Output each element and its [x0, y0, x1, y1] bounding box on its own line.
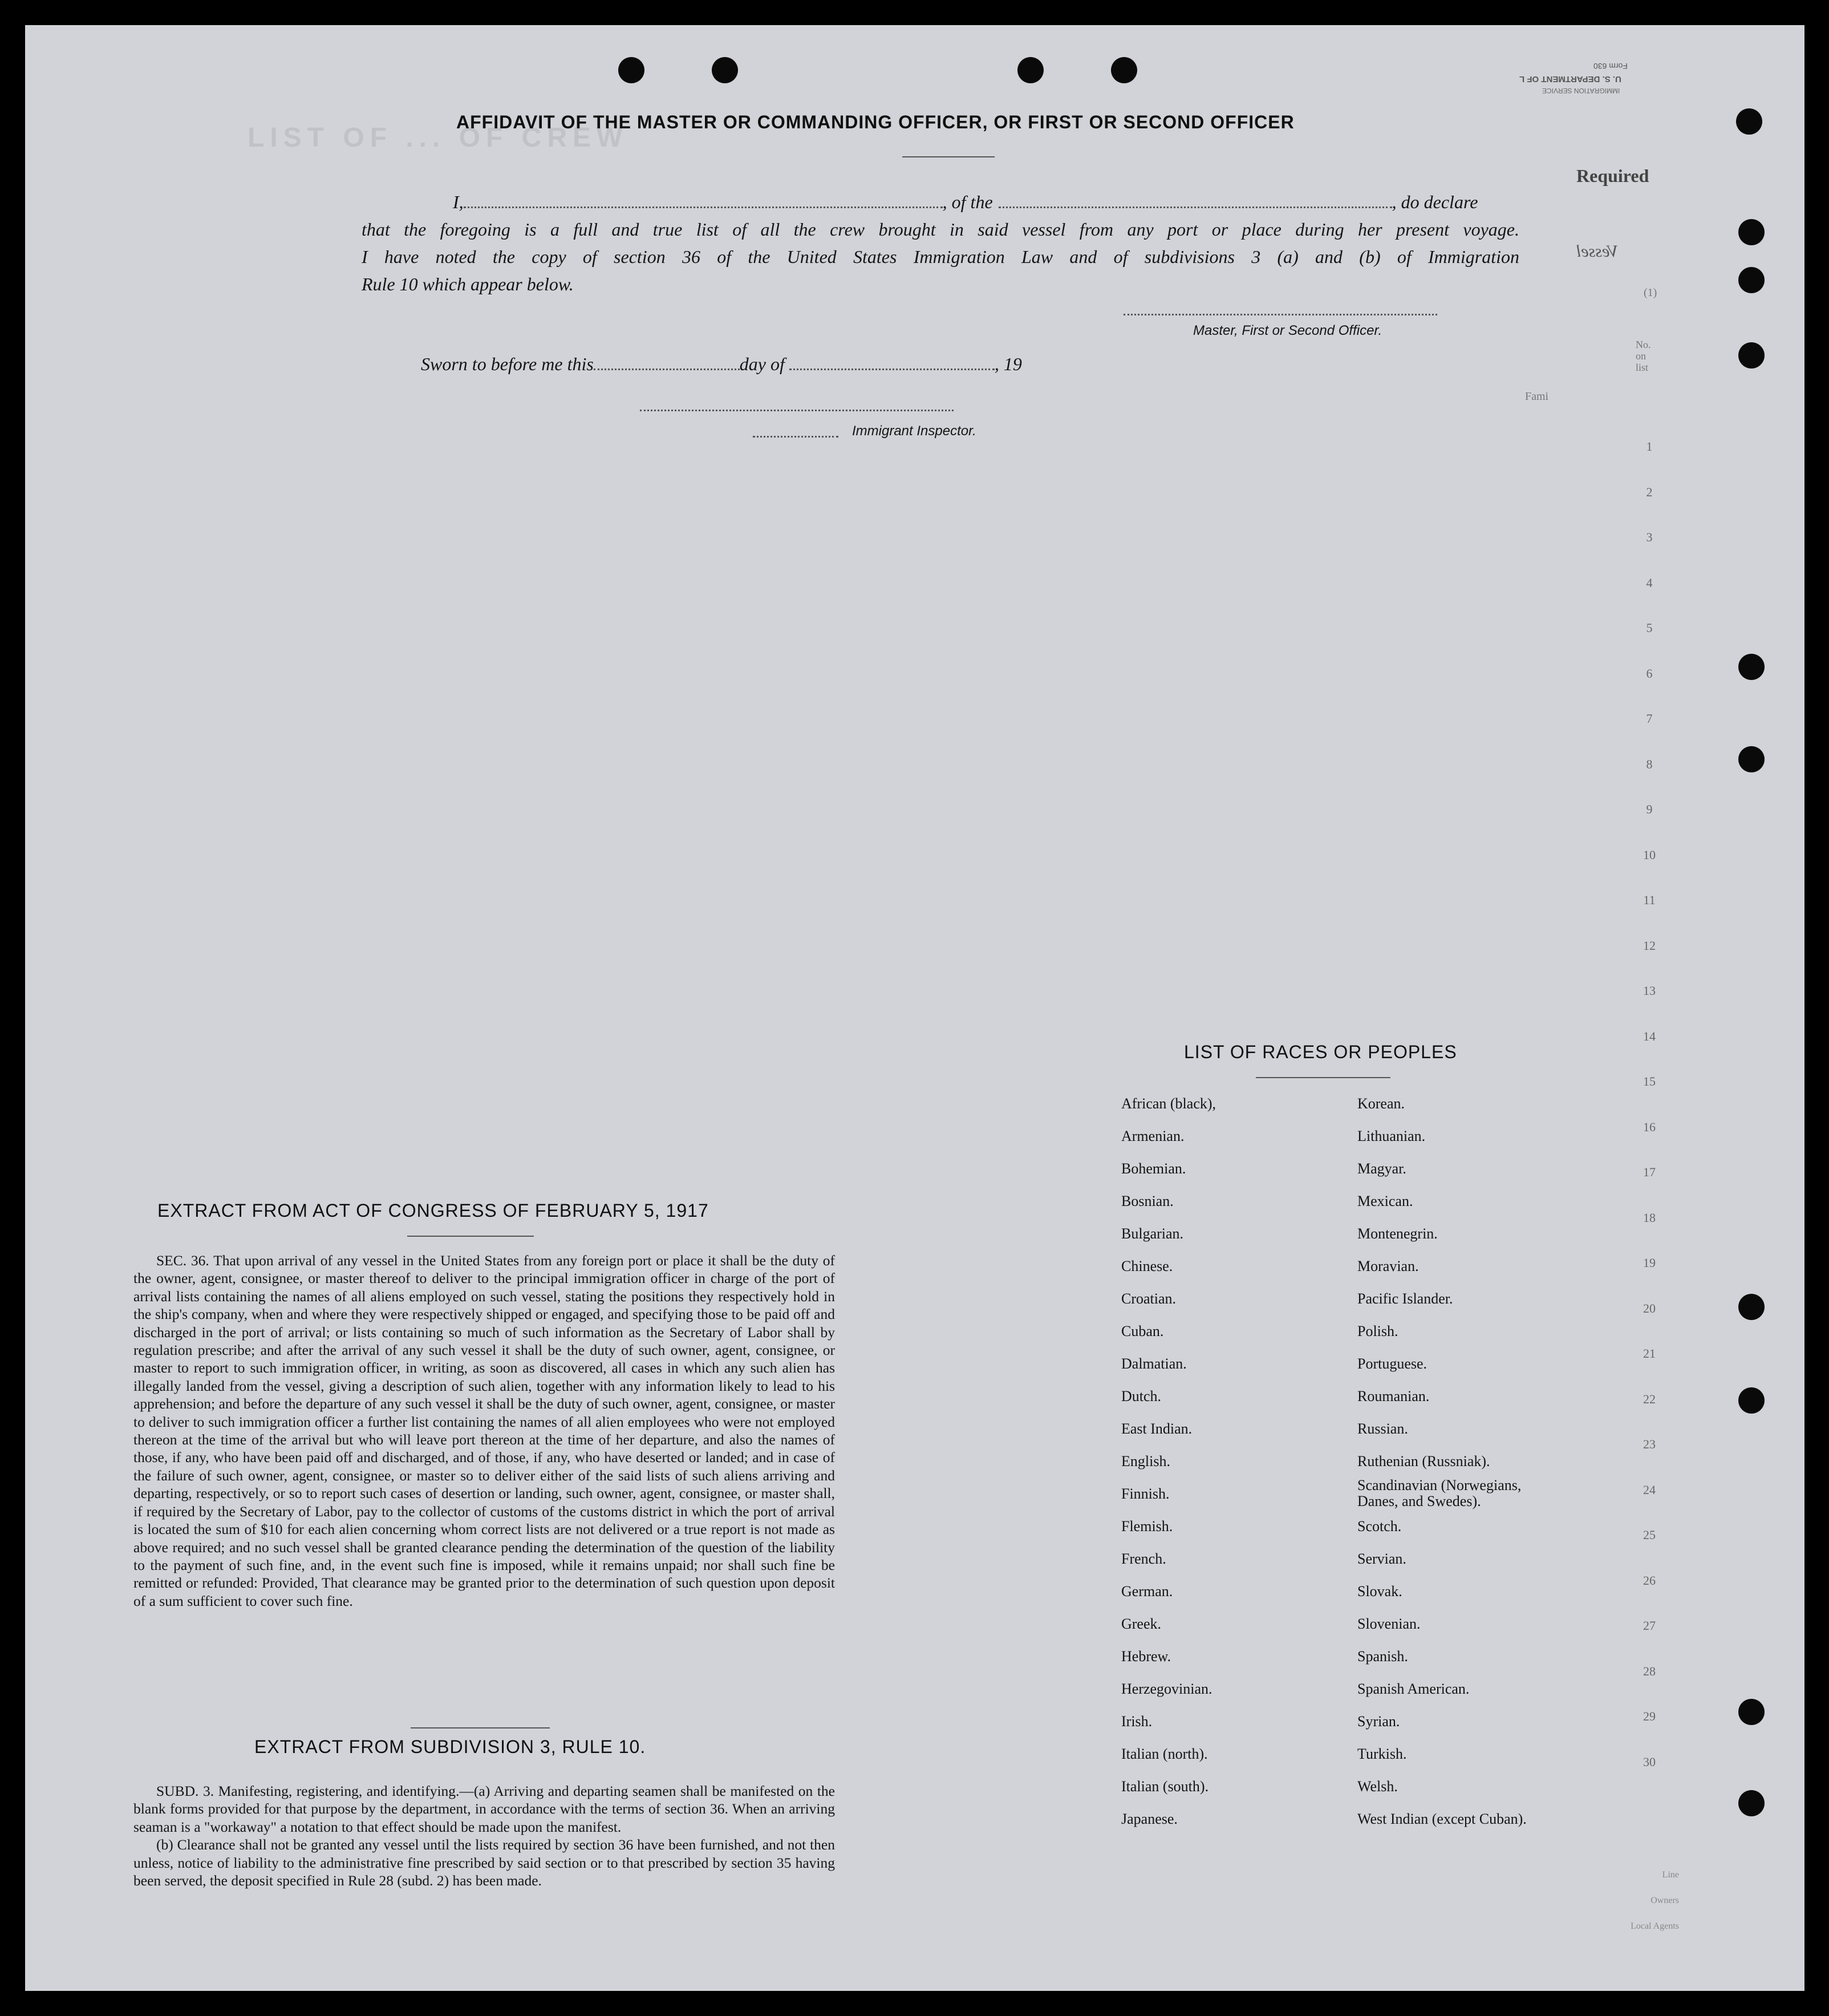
races-list-right: [1357, 1087, 1585, 1835]
race-item: Italian (north).: [1121, 1746, 1208, 1762]
race-item: Japanese.: [1121, 1811, 1178, 1827]
race-item: Welsh.: [1357, 1778, 1398, 1795]
section-36-paragraph: SEC. 36. That upon arrival of any vessel in the United States from any foreign port or place it shall be the duty of the owner, agent, consignee, or master thereof to deliver to the principal immigration officer in charge of the port of arrival lists containing the names of all aliens employed on such vessel, stating the positions they respectively hold in the ship's company, when and where they were respectively shipped or engaged, and specifying those to be paid off and discharged in the port of arrival; or lists containing so much of such information as the Secretary of Labor shall by regulation prescribe; and after the arrival of any such vessel it shall be the duty of such owner, agent, consignee, or master to report to such immigration officer, in writing, as soon as discovered, all cases in which any such alien has illegally landed from the vessel, giving a description of such alien, together with any information likely to lead to his apprehension; and before the departure of any such vessel it shall be the duty of such owner, agent, consignee, or master to deliver to such immigration officer a further list containing the names of all alien employees who were not employed thereon at the time of the arrival but who will leave port thereon at the time of her departure, and also the names of those, if any, who have been paid off and discharged, and of those, if any, who have deserted or landed; and in case of the failure of such owner, agent, consignee, or master so to deliver either of the said lists of such aliens arriving and departing, respectively, or so to report such cases of desertion or landing, such owner, agent, consignee, or master shall, if required by the Secretary of Labor, pay to the collector of customs of the customs district in which the port of arrival is located the sum of $10 for each alien concerning whom correct lists are not delivered or a true report is not made as above required; and no such vessel shall be granted clearance pending the determination of the question of the liability to the payment of such fine, and, in the event such fine is imposed, while it remains unpaid; nor shall such fine be remitted or refunded: Provided, That clearance may be granted prior to the determination of such question upon deposit of a sum sufficient to cover such fine.: [133, 1252, 835, 1609]
extract-rule-title: EXTRACT FROM SUBDIVISION 3, RULE 10.: [254, 1736, 646, 1757]
punch-hole: [1738, 1790, 1765, 1816]
punch-hole: [1738, 1387, 1765, 1414]
day-of-label: day of: [739, 354, 785, 374]
line-number: 9: [1646, 802, 1653, 816]
line-number: 12: [1643, 938, 1656, 953]
race-item: Magyar.: [1357, 1160, 1406, 1177]
race-item: Cuban.: [1121, 1323, 1164, 1339]
line-number: 11: [1643, 893, 1656, 907]
races-title: LIST OF RACES OR PEOPLES: [1184, 1042, 1457, 1062]
race-item: Portuguese.: [1357, 1355, 1427, 1372]
affidavit-line-4: Rule 10 which appear below.: [362, 274, 574, 294]
on-label: on: [1636, 350, 1646, 362]
divider: [411, 1727, 550, 1728]
line-number: 30: [1643, 1754, 1656, 1769]
race-item: Roumanian.: [1357, 1388, 1430, 1404]
inspector-blank-short: [753, 436, 838, 438]
race-item: Bohemian.: [1121, 1160, 1186, 1177]
line-number: 26: [1643, 1573, 1656, 1588]
punch-hole: [1111, 57, 1137, 83]
race-item: Irish.: [1121, 1713, 1153, 1730]
punch-hole: [1738, 1294, 1765, 1320]
race-item: Flemish.: [1121, 1518, 1173, 1535]
footer-labels: [1588, 1862, 1679, 1939]
race-item: Scotch.: [1357, 1518, 1402, 1535]
no-on-list-header: [1636, 339, 1651, 373]
day-blank: [594, 369, 740, 370]
affidavit-of-the: , of the: [942, 192, 993, 212]
line-number: 16: [1643, 1119, 1656, 1134]
bleed-through-title: LIST OF ... OF CREW: [248, 123, 628, 153]
affidavit-do-declare: , do declare: [1392, 192, 1478, 212]
affidavit-title: AFFIDAVIT OF THE MASTER OR COMMANDING OFFICER, OR FIRST OR SECOND OFFICER: [456, 112, 1295, 132]
races-list-left: [1121, 1087, 1349, 1835]
divider: [902, 156, 995, 157]
line-number: 22: [1643, 1391, 1656, 1406]
footer-line: Line: [1662, 1870, 1679, 1880]
punch-hole: [1738, 1699, 1765, 1725]
race-item: Slovenian.: [1357, 1616, 1421, 1632]
line-number: 4: [1646, 575, 1653, 590]
line-number: 15: [1643, 1074, 1656, 1088]
race-item: Syrian.: [1357, 1713, 1400, 1730]
line-number: 19: [1643, 1256, 1656, 1270]
race-item: West Indian (except Cuban).: [1357, 1811, 1527, 1827]
affidavit-i: I,: [453, 192, 464, 212]
line-number: 28: [1643, 1663, 1656, 1678]
section-36-text: [133, 1252, 835, 1610]
race-item: French.: [1121, 1551, 1166, 1567]
race-item: Servian.: [1357, 1551, 1406, 1567]
master-signature-label: Master, First or Second Officer.: [1193, 323, 1382, 338]
column-number: (1): [1644, 286, 1657, 299]
line-number: 5: [1646, 621, 1653, 635]
rule-10-paragraph-a: SUBD. 3. Manifesting, registering, and identifying.—(a) Arriving and departing seamen shall be manifested on the blank forms provided for that purpose by the department, in accordance with the terms of section 36. When an arriving seaman is a "workaway" a notation to that effect should be made upon the manifest.: [133, 1783, 835, 1835]
race-item: Moravian.: [1357, 1258, 1419, 1274]
race-item: Scandinavian (Norwegians, Danes, and Swedes).: [1357, 1477, 1522, 1509]
race-item: Spanish American.: [1357, 1681, 1470, 1697]
affidavit-line-2: that the foregoing is a full and true list of all the crew brought in said vessel from any port or place during her present voyage.: [362, 219, 1519, 240]
sworn-label: Sworn to before me this: [421, 354, 594, 374]
punch-hole: [1738, 267, 1765, 293]
punch-hole: [1738, 746, 1765, 772]
vessel-label: Vessel: [1576, 242, 1619, 261]
line-number: 24: [1643, 1482, 1656, 1497]
line-number-column: [1638, 439, 1661, 1800]
affidavit-declaration: [362, 188, 1519, 298]
punch-hole: [618, 57, 644, 83]
race-item: Mexican.: [1357, 1193, 1413, 1209]
line-number: 23: [1643, 1437, 1656, 1451]
line-number: 18: [1643, 1210, 1656, 1225]
race-item: Lithuanian.: [1357, 1128, 1426, 1144]
race-item: Finnish.: [1121, 1485, 1170, 1502]
punch-hole: [1017, 57, 1044, 83]
divider: [1256, 1077, 1390, 1078]
race-item: Dalmatian.: [1121, 1355, 1187, 1372]
sworn-line: [421, 354, 1022, 375]
race-item: Croatian.: [1121, 1290, 1177, 1307]
no-label: No.: [1636, 339, 1651, 350]
year-label: , 19: [994, 354, 1022, 374]
race-item: Korean.: [1357, 1095, 1405, 1112]
master-signature-blank: [1124, 314, 1437, 315]
line-number: 2: [1646, 484, 1653, 499]
extract-act-title: EXTRACT FROM ACT OF CONGRESS OF FEBRUARY 5, 1917: [157, 1200, 709, 1221]
family-label: Fami: [1525, 390, 1549, 403]
inspector-label: Immigrant Inspector.: [852, 423, 976, 439]
race-item: Dutch.: [1121, 1388, 1162, 1404]
line-number: 6: [1646, 666, 1653, 681]
punch-hole: [1738, 219, 1765, 245]
line-number: 1: [1646, 439, 1653, 454]
race-item: Russian.: [1357, 1420, 1408, 1437]
race-item: Hebrew.: [1121, 1648, 1171, 1665]
line-number: 20: [1643, 1301, 1656, 1315]
vessel-blank: [999, 207, 1392, 208]
line-number: 7: [1646, 711, 1653, 726]
line-number: 14: [1643, 1029, 1656, 1043]
race-item: Turkish.: [1357, 1746, 1407, 1762]
form-number: Form 630: [1593, 62, 1628, 71]
punch-hole: [712, 57, 738, 83]
document-page: [25, 25, 1804, 1991]
footer-owners: Owners: [1650, 1896, 1679, 1905]
race-item: African (black),: [1121, 1095, 1216, 1112]
race-item: Spanish.: [1357, 1648, 1408, 1665]
line-number: 27: [1643, 1618, 1656, 1633]
line-number: 17: [1643, 1165, 1656, 1179]
race-item: Chinese.: [1121, 1258, 1173, 1274]
line-number: 13: [1643, 983, 1656, 998]
department-header: U. S. DEPARTMENT OF L: [1519, 74, 1621, 84]
race-item: Montenegrin.: [1357, 1225, 1438, 1242]
name-blank: [464, 207, 943, 208]
race-item: Herzegovinian.: [1121, 1681, 1212, 1697]
race-item: Italian (south).: [1121, 1778, 1209, 1795]
required-label: Required: [1576, 165, 1649, 186]
line-number: 8: [1646, 756, 1653, 771]
line-number: 10: [1643, 847, 1656, 862]
rule-10-text: [133, 1782, 835, 1889]
race-item: Slovak.: [1357, 1583, 1402, 1600]
affidavit-line-3: I have noted the copy of section 36 of the United States Immigration Law and of subdivisions 3 (a) and (b) of Immigration: [362, 246, 1519, 267]
race-item: Greek.: [1121, 1616, 1162, 1632]
month-blank: [789, 369, 995, 370]
punch-hole: [1738, 654, 1765, 680]
race-item: English.: [1121, 1453, 1170, 1470]
line-number: 21: [1643, 1346, 1656, 1361]
rule-10-paragraph-b: (b) Clearance shall not be granted any vessel until the lists required by section 36 have been furnished, and not then unless, notice of liability to the administrative fine prescribed by said section or to that prescribed by section 35 having been served, the deposit specified in Rule 28 (subd. 2) has been made.: [133, 1836, 835, 1889]
punch-hole: [1736, 108, 1762, 135]
list-label: list: [1636, 362, 1649, 373]
punch-hole: [1738, 342, 1765, 369]
service-header: IMMIGRATION SERVICE: [1542, 87, 1620, 95]
footer-local-agents: Local Agents: [1631, 1921, 1679, 1931]
race-item: East Indian.: [1121, 1420, 1193, 1437]
race-item: Bulgarian.: [1121, 1225, 1184, 1242]
inspector-signature-blank: [640, 410, 954, 411]
line-number: 3: [1646, 530, 1653, 544]
race-item: German.: [1121, 1583, 1173, 1600]
race-item: Bosnian.: [1121, 1193, 1174, 1209]
race-item: Pacific Islander.: [1357, 1290, 1453, 1307]
divider: [407, 1236, 534, 1237]
race-item: Ruthenian (Russniak).: [1357, 1453, 1490, 1470]
race-item: Polish.: [1357, 1323, 1398, 1339]
line-number: 25: [1643, 1528, 1656, 1542]
line-number: 29: [1643, 1709, 1656, 1723]
race-item: Armenian.: [1121, 1128, 1185, 1144]
